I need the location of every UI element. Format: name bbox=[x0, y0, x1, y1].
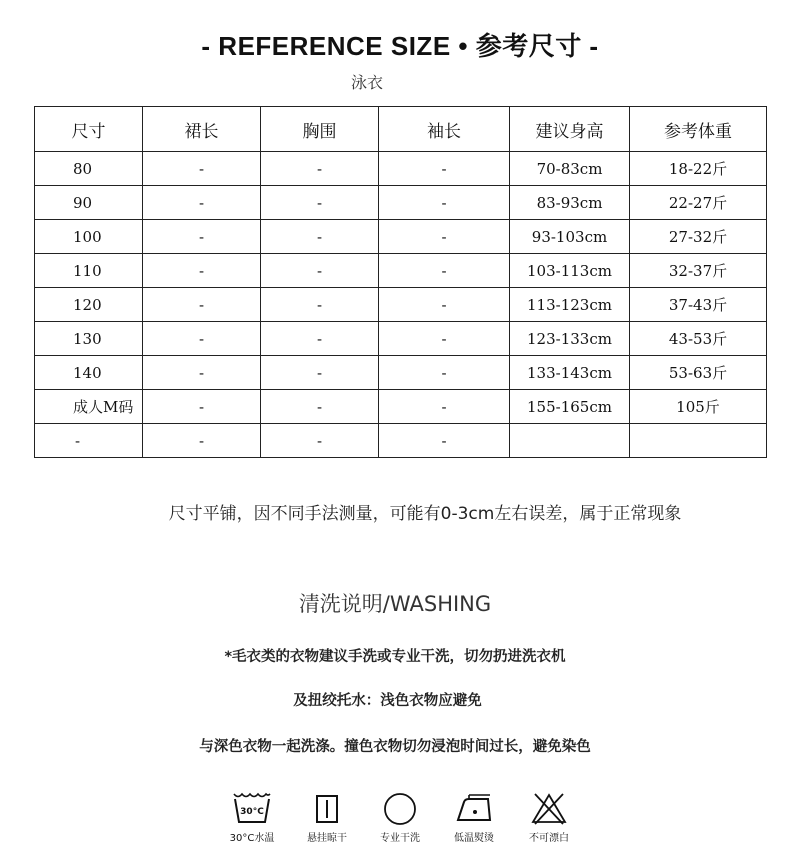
table-row bbox=[35, 220, 767, 254]
table-cell: 18-22斤 bbox=[630, 152, 767, 186]
table-cell: - bbox=[261, 220, 379, 254]
table-cell: 70-83cm bbox=[510, 152, 630, 186]
size-table bbox=[34, 106, 767, 458]
care-item-iron bbox=[444, 790, 504, 852]
table-cell: - bbox=[379, 424, 510, 458]
hang-dry-icon bbox=[307, 790, 347, 826]
care-item-dryclean bbox=[370, 790, 430, 852]
column-header: 袖长 bbox=[379, 107, 510, 152]
no-bleach-icon bbox=[529, 790, 569, 826]
measurement-note: 尺寸平铺，因不同手法测量，可能有0-3cm左右误差，属于正常现象 bbox=[168, 504, 682, 524]
care-label: 30°C水温 bbox=[229, 833, 275, 844]
table-cell: 90 bbox=[35, 186, 143, 220]
table-cell: - bbox=[143, 322, 261, 356]
care-label: 不可漂白 bbox=[529, 833, 569, 844]
column-header: 参考体重 bbox=[630, 107, 767, 152]
care-icons bbox=[222, 790, 592, 860]
table-cell: - bbox=[261, 424, 379, 458]
column-header: 裙长 bbox=[143, 107, 261, 152]
table-cell: - bbox=[143, 390, 261, 424]
table-cell: - bbox=[143, 288, 261, 322]
table-cell: 27-32斤 bbox=[630, 220, 767, 254]
table-cell: 140 bbox=[35, 356, 143, 390]
table-cell: 123-133cm bbox=[510, 322, 630, 356]
table-cell: - bbox=[261, 152, 379, 186]
table-row bbox=[35, 390, 767, 424]
table-cell: 83-93cm bbox=[510, 186, 630, 220]
table-cell: 22-27斤 bbox=[630, 186, 767, 220]
table-cell: - bbox=[379, 322, 510, 356]
table-cell: - bbox=[379, 220, 510, 254]
care-item-bleach bbox=[519, 790, 579, 852]
table-row bbox=[35, 152, 767, 186]
table-cell: 120 bbox=[35, 288, 143, 322]
table-cell: - bbox=[379, 356, 510, 390]
table-cell: - bbox=[143, 186, 261, 220]
table-cell: 105斤 bbox=[630, 390, 767, 424]
care-label: 专业干洗 bbox=[380, 833, 420, 844]
table-cell: - bbox=[261, 288, 379, 322]
table-row bbox=[35, 288, 767, 322]
care-label: 低温熨烫 bbox=[454, 833, 494, 844]
table-cell: - bbox=[261, 356, 379, 390]
table-cell: - bbox=[143, 220, 261, 254]
table-cell: 155-165cm bbox=[510, 390, 630, 424]
table-cell: 110 bbox=[35, 254, 143, 288]
table-cell: 93-103cm bbox=[510, 220, 630, 254]
washing-instruction: 及扭绞托水：浅色衣物应避免 bbox=[293, 693, 482, 709]
washing-instruction: 与深色衣物一起洗涤。撞色衣物切勿浸泡时间过长，避免染色 bbox=[199, 739, 591, 755]
table-cell: 32-37斤 bbox=[630, 254, 767, 288]
table-cell: 113-123cm bbox=[510, 288, 630, 322]
table-cell: 130 bbox=[35, 322, 143, 356]
table-cell: 43-53斤 bbox=[630, 322, 767, 356]
table-cell: - bbox=[261, 186, 379, 220]
table-cell: - bbox=[379, 152, 510, 186]
care-item-hang bbox=[297, 790, 357, 852]
table-header-row bbox=[35, 107, 767, 152]
table-row bbox=[35, 254, 767, 288]
table-cell: - bbox=[143, 424, 261, 458]
column-header: 尺寸 bbox=[35, 107, 143, 152]
table-row bbox=[35, 424, 767, 458]
column-header: 胸围 bbox=[261, 107, 379, 152]
table-cell: 80 bbox=[35, 152, 143, 186]
table-cell: - bbox=[379, 254, 510, 288]
table-cell: - bbox=[379, 390, 510, 424]
table-row bbox=[35, 356, 767, 390]
table-cell: 成人M码 bbox=[35, 390, 143, 424]
table-cell: 103-113cm bbox=[510, 254, 630, 288]
table-cell: 100 bbox=[35, 220, 143, 254]
table-cell: - bbox=[261, 322, 379, 356]
washing-instruction: *毛衣类的衣物建议手洗或专业干洗，切勿扔进洗衣机 bbox=[224, 649, 566, 665]
table-cell: - bbox=[261, 254, 379, 288]
table-cell: - bbox=[143, 152, 261, 186]
table-cell: - bbox=[143, 356, 261, 390]
wash-30-icon bbox=[232, 790, 272, 826]
table-cell: 53-63斤 bbox=[630, 356, 767, 390]
table-cell bbox=[510, 424, 630, 458]
dry-clean-icon bbox=[380, 790, 420, 826]
washing-title: 清洗说明/WASHING bbox=[298, 592, 492, 616]
column-header: 建议身高 bbox=[510, 107, 630, 152]
table-cell: - bbox=[143, 254, 261, 288]
table-row bbox=[35, 322, 767, 356]
product-subtitle: 泳衣 bbox=[350, 73, 383, 92]
low-iron-icon bbox=[454, 790, 494, 826]
table-cell: - bbox=[35, 424, 143, 458]
table-row bbox=[35, 186, 767, 220]
table-cell: - bbox=[379, 288, 510, 322]
wash-temp-badge: 30°C bbox=[240, 807, 264, 817]
table-cell: - bbox=[261, 390, 379, 424]
table-cell: 133-143cm bbox=[510, 356, 630, 390]
table-cell bbox=[630, 424, 767, 458]
care-label: 悬挂晾干 bbox=[307, 833, 347, 844]
care-item-wash bbox=[222, 790, 282, 852]
table-cell: - bbox=[379, 186, 510, 220]
table-cell: 37-43斤 bbox=[630, 288, 767, 322]
page-title: - REFERENCE SIZE • 参考尺寸 - bbox=[201, 31, 599, 61]
